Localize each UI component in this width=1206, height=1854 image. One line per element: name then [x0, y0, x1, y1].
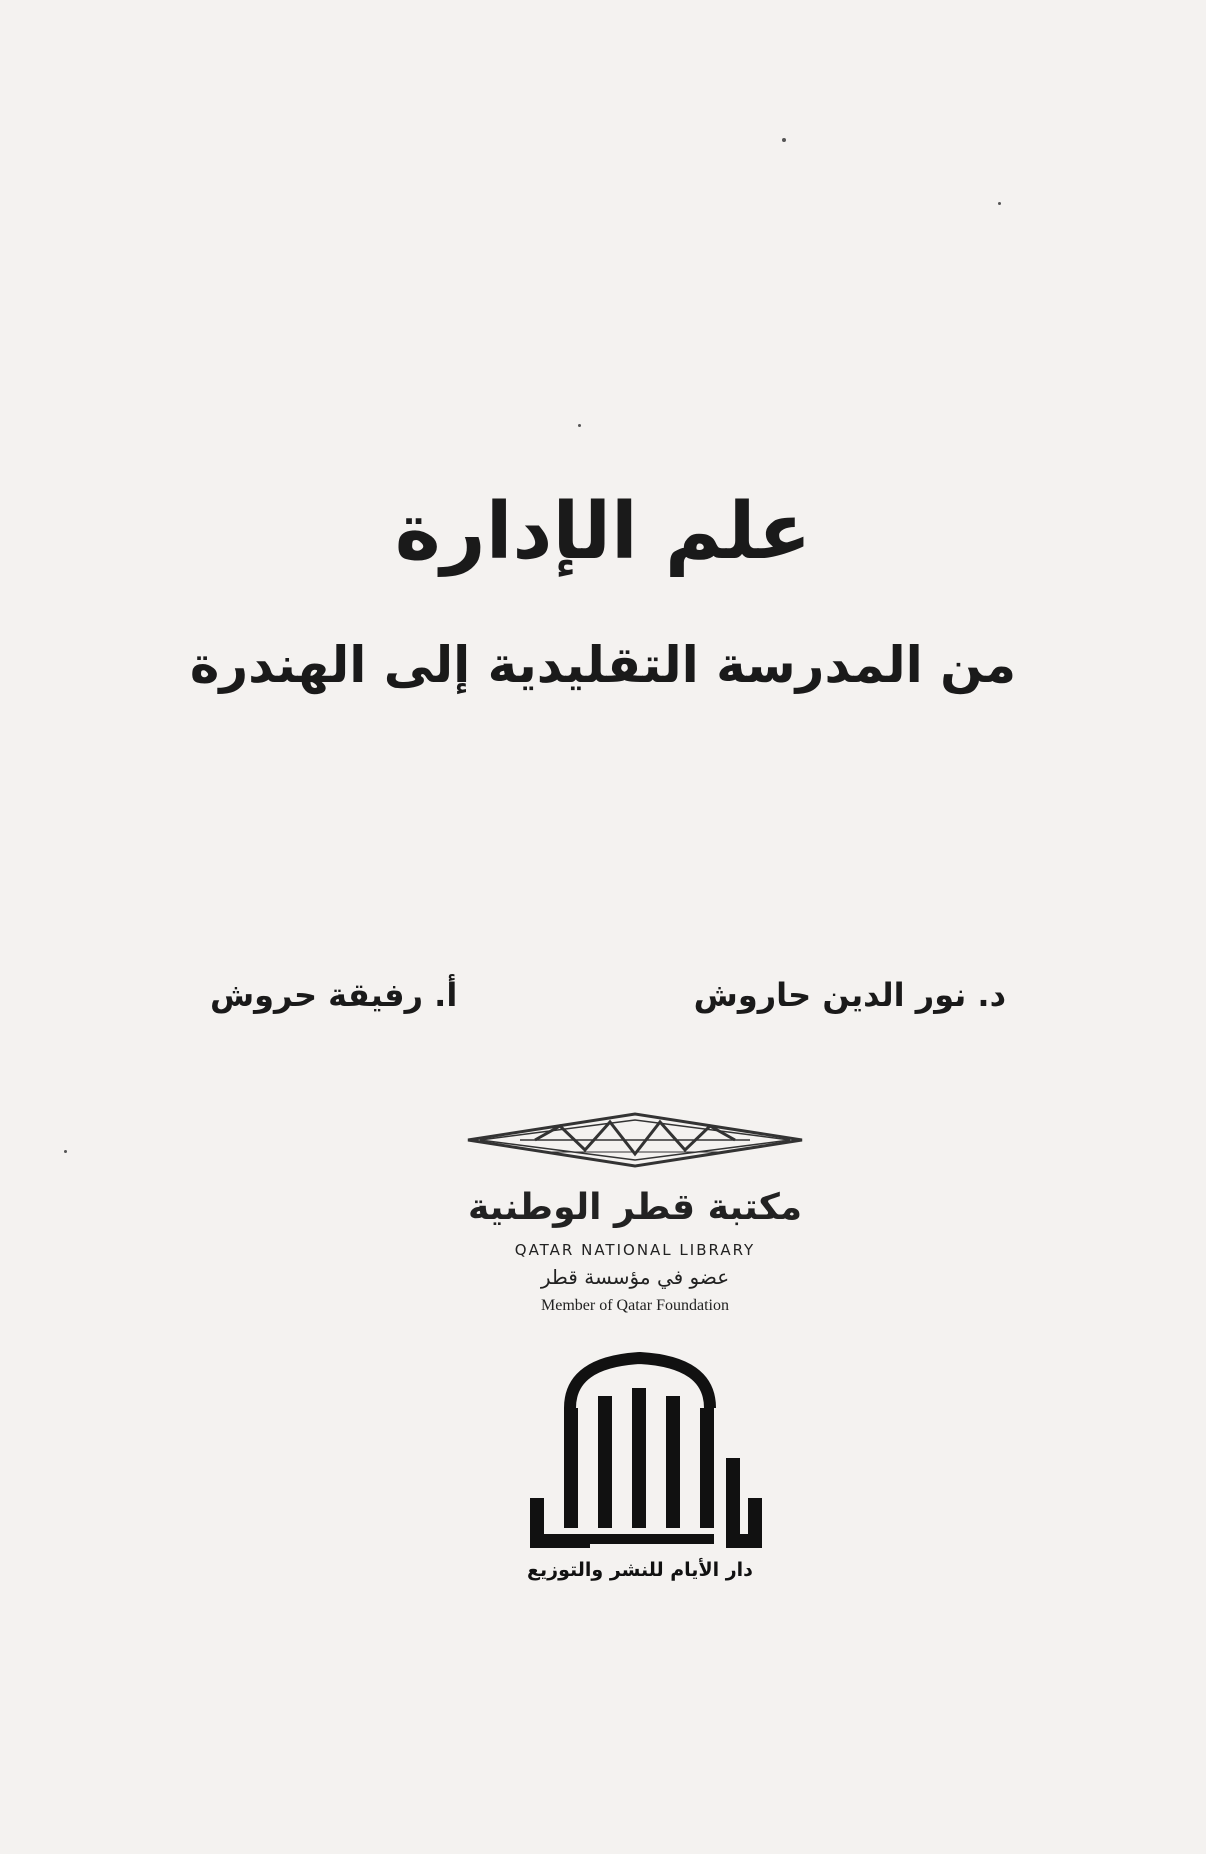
author-primary: د. نور الدين حاروش	[693, 976, 1006, 1014]
scan-speck	[782, 138, 786, 142]
publisher-logo	[500, 1348, 780, 1588]
publisher-arch-logo-icon	[500, 1348, 780, 1558]
book-title: علم الإدارة	[394, 487, 812, 577]
library-member-arabic: عضو في مؤسسة قطر	[540, 1265, 730, 1289]
library-name-english: QATAR NATIONAL LIBRARY	[514, 1241, 756, 1259]
library-member-english: Member of Qatar Foundation	[541, 1297, 729, 1314]
scan-speck	[998, 202, 1001, 205]
library-bridge-emblem-icon	[460, 1106, 810, 1186]
book-subtitle: من المدرسة التقليدية إلى الهندرة	[189, 636, 1017, 694]
publisher-name: دار الأيام للنشر والتوزيع	[527, 1559, 753, 1581]
scan-speck	[64, 1150, 67, 1153]
scan-speck	[578, 424, 581, 427]
library-name-arabic: مكتبة قطر الوطنية	[467, 1187, 803, 1228]
library-stamp	[460, 1106, 810, 1326]
author-secondary: أ. رفيقة حروش	[210, 976, 458, 1014]
